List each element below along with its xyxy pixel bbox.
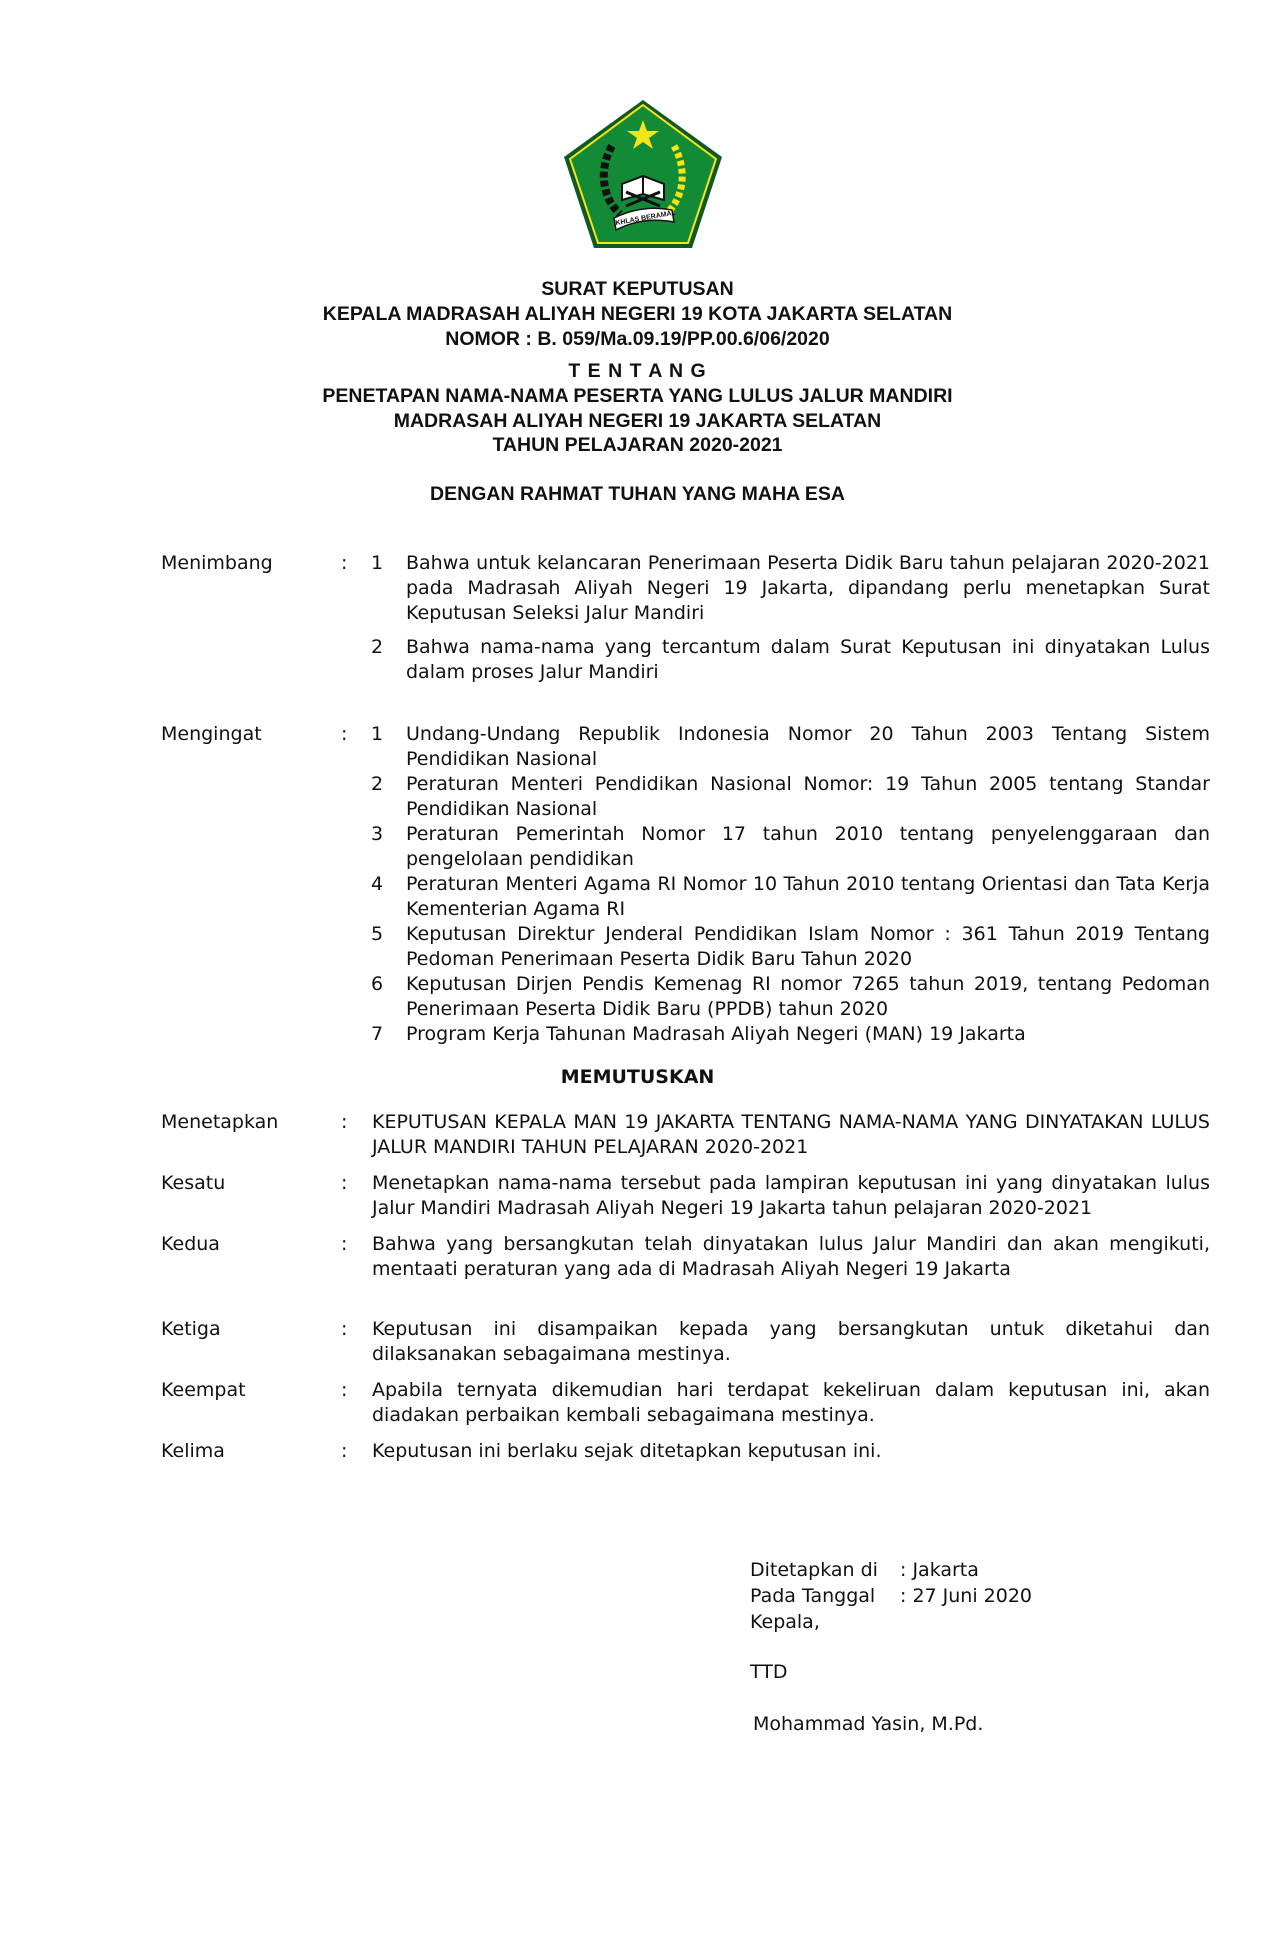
decision-colon: : [341, 1172, 348, 1194]
item-number: 3 [371, 823, 384, 845]
decision-colon: : [341, 1379, 348, 1401]
decision-colon: : [341, 1233, 348, 1255]
item-number: 1 [371, 723, 384, 745]
svg-text:IKHLAS BERAMAL: IKHLAS BERAMAL [613, 209, 677, 228]
place-label: Ditetapkan di [750, 1559, 878, 1581]
item-number: 5 [371, 923, 384, 945]
decree-number: NOMOR : B. 059/Ma.09.19/PP.00.6/06/2020 [445, 328, 830, 350]
item-text: Peraturan Menteri Agama RI Nomor 10 Tahun 2010 tentang Orientasi dan Tata Kerja Kementerian Agama RI [406, 873, 1210, 920]
item-number: 2 [371, 636, 384, 658]
item-number: 7 [371, 1023, 384, 1045]
mengingat-label: Mengingat [161, 723, 262, 745]
decision-text: Keputusan ini berlaku sejak ditetapkan keputusan ini. [372, 1440, 882, 1462]
decision-label: Ketiga [161, 1318, 221, 1340]
item-number: 2 [371, 773, 384, 795]
decision-label: Kesatu [161, 1172, 226, 1194]
item-text: Bahwa nama-nama yang tercantum dalam Surat Keputusan ini dinyatakan Lulus dalam proses Jalur Mandiri [406, 636, 1210, 683]
decision-label: Keempat [161, 1379, 246, 1401]
menimbang-colon: : [341, 552, 348, 574]
decision-colon: : [341, 1318, 348, 1340]
signer-name: Mohammad Yasin, M.Pd. [753, 1713, 984, 1735]
menimbang-label: Menimbang [161, 552, 273, 574]
issuer-title: KEPALA MADRASAH ALIYAH NEGERI 19 KOTA JAKARTA SELATAN [322, 303, 953, 325]
ttd-mark: TTD [750, 1661, 788, 1683]
blessing-line: DENGAN RAHMAT TUHAN YANG MAHA ESA [430, 483, 845, 505]
item-text: Peraturan Menteri Pendidikan Nasional Nomor: 19 Tahun 2005 tentang Standar Pendidikan Nasional [406, 773, 1210, 820]
subject-line-3: TAHUN PELAJARAN 2020-2021 [492, 434, 783, 456]
decision-text: Menetapkan nama-nama tersebut pada lampiran keputusan ini yang dinyatakan lulus Jalur Mandiri Madrasah Aliyah Negeri 19 Jakarta tahun pelajaran 2020-2021 [372, 1172, 1210, 1219]
signer-position: Kepala, [750, 1611, 820, 1633]
document-type-title: SURAT KEPUTUSAN [541, 278, 734, 300]
decision-label: Kedua [161, 1233, 220, 1255]
subject-line-2: MADRASAH ALIYAH NEGERI 19 JAKARTA SELATAN [393, 410, 882, 432]
item-text: Program Kerja Tahunan Madrasah Aliyah Negeri (MAN) 19 Jakarta [406, 1023, 1026, 1045]
item-text: Keputusan Direktur Jenderal Pendidikan Islam Nomor : 361 Tahun 2019 Tentang Pedoman Penerimaan Peserta Didik Baru Tahun 2020 [406, 923, 1210, 970]
item-text: Undang-Undang Republik Indonesia Nomor 20 Tahun 2003 Tentang Sistem Pendidikan Nasional [406, 723, 1210, 770]
decision-text: Bahwa yang bersangkutan telah dinyatakan lulus Jalur Mandiri dan akan mengikuti, mentaati peraturan yang ada di Madrasah Aliyah Negeri 19 Jakarta [372, 1233, 1210, 1280]
decision-colon: : [341, 1440, 348, 1462]
item-number: 1 [371, 552, 384, 574]
kemenag-emblem-logo [560, 96, 726, 252]
decision-label: Kelima [161, 1440, 225, 1462]
decision-colon: : [341, 1111, 348, 1133]
tentang-heading: T E N T A N G [568, 360, 707, 382]
place-value: : Jakarta [900, 1559, 979, 1581]
item-text: Keputusan Dirjen Pendis Kemenag RI nomor 7265 tahun 2019, tentang Pedoman Penerimaan Peserta Didik Baru (PPDB) tahun 2020 [406, 973, 1210, 1020]
decision-text: Apabila ternyata dikemudian hari terdapat kekeliruan dalam keputusan ini, akan diadakan perbaikan kembali sebagaimana mestinya. [372, 1379, 1210, 1426]
decision-text: Keputusan ini disampaikan kepada yang bersangkutan untuk diketahui dan dilaksanakan sebagaimana mestinya. [372, 1318, 1210, 1365]
decision-label: Menetapkan [161, 1111, 279, 1133]
item-text: Peraturan Pemerintah Nomor 17 tahun 2010 tentang penyelenggaraan dan pengelolaan pendidikan [406, 823, 1210, 870]
memutuskan-heading: MEMUTUSKAN [560, 1066, 715, 1088]
date-value: : 27 Juni 2020 [900, 1585, 1033, 1607]
mengingat-colon: : [341, 723, 348, 745]
decision-text: KEPUTUSAN KEPALA MAN 19 JAKARTA TENTANG NAMA-NAMA YANG DINYATAKAN LULUS JALUR MANDIRI TAHUN PELAJARAN 2020-2021 [372, 1111, 1210, 1158]
date-label: Pada Tanggal [750, 1585, 876, 1607]
item-text: Bahwa untuk kelancaran Penerimaan Peserta Didik Baru tahun pelajaran 2020-2021 pada Madrasah Aliyah Negeri 19 Jakarta, dipandang perlu menetapkan Surat Keputusan Seleksi Jalur Mandiri [406, 552, 1210, 624]
item-number: 6 [371, 973, 384, 995]
item-number: 4 [371, 873, 384, 895]
subject-line-1: PENETAPAN NAMA-NAMA PESERTA YANG LULUS JALUR MANDIRI [322, 385, 953, 407]
